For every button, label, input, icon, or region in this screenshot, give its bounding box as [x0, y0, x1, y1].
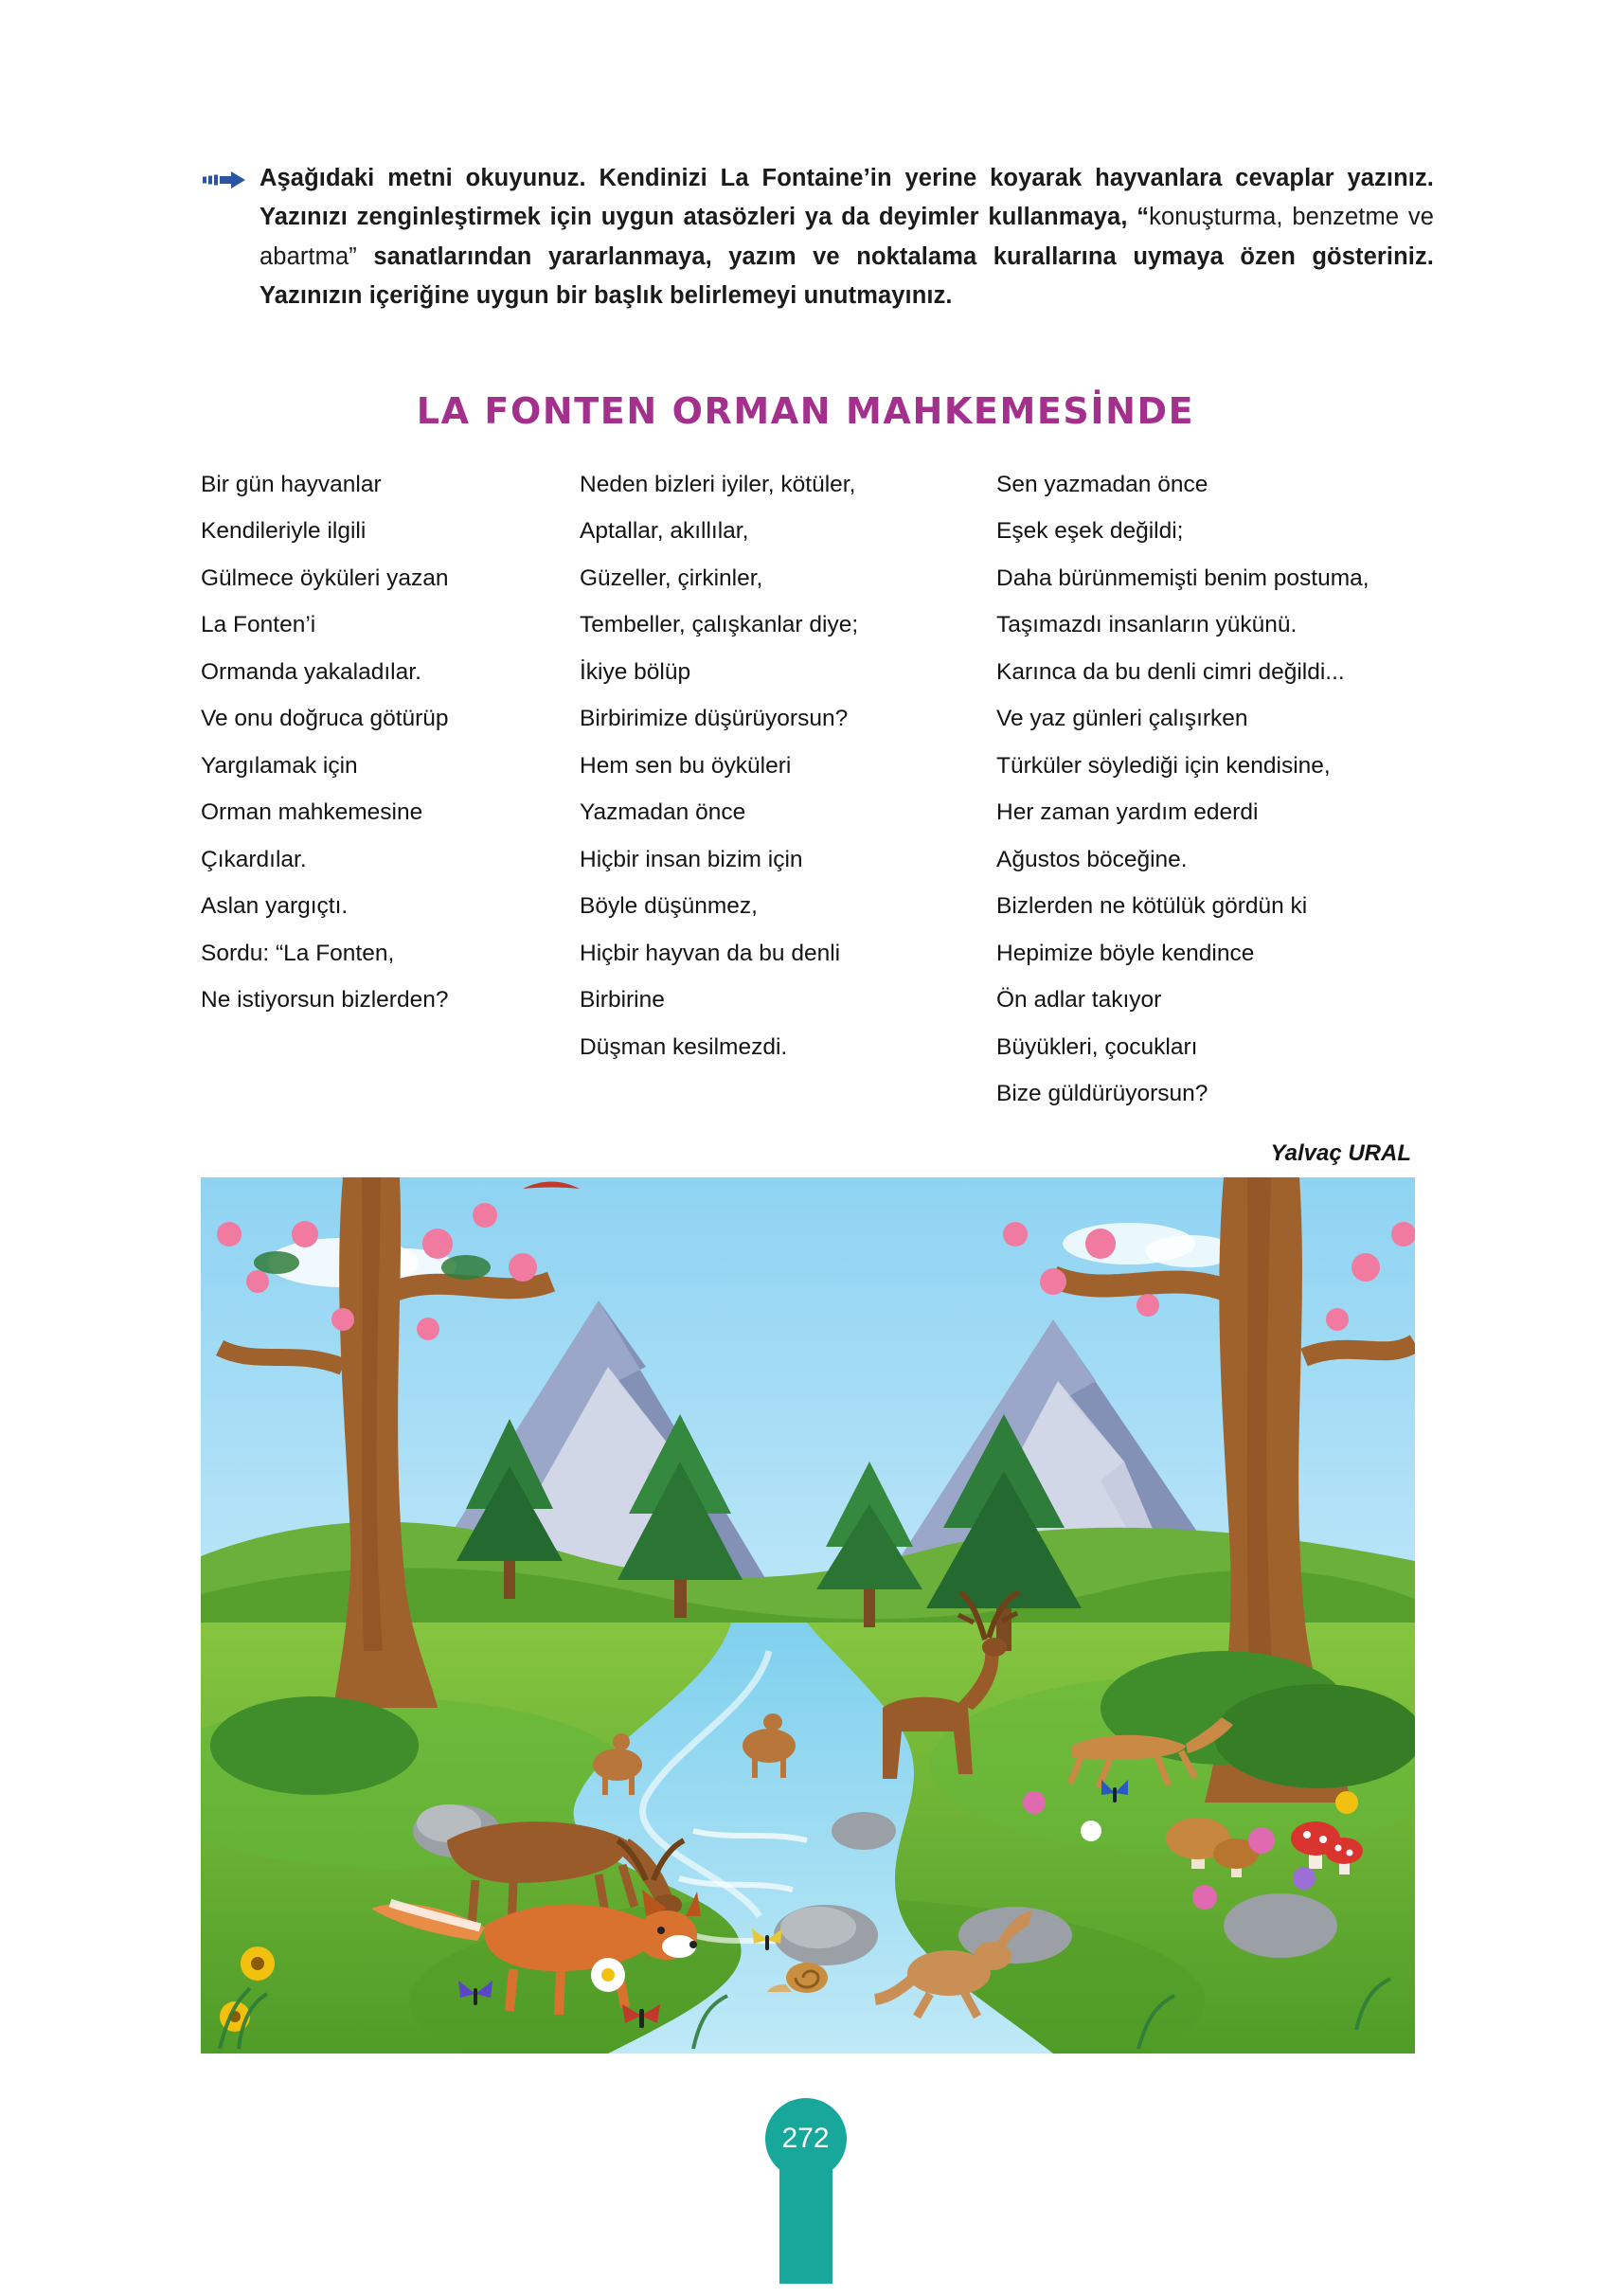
poem-line: Yargılamak için — [201, 752, 358, 779]
poem-line: Aslan yargıçtı. — [201, 893, 349, 920]
page-number-bar — [779, 2170, 832, 2284]
poem-line: Güzeller, çirkinler, — [580, 565, 763, 591]
instruction-seg-3: sanatlarından yararlanmaya, yazım ve noktalama kurallarına uymaya özen gösteriniz. Yazınızın içeriğine uygun bir başlık belirlemeyi unutmayınız. — [260, 242, 1434, 309]
poem-line: Karınca da bu denli cimri değildi... — [996, 658, 1345, 685]
forest-river-scene-illustration — [201, 1177, 1415, 2054]
poem-line: Kendileriyle ilgili — [201, 518, 367, 545]
poem-line: Birbirimize düşürüyorsun? — [580, 706, 849, 732]
poem-body — [201, 461, 1432, 1176]
poem-line: Hem sen bu öyküleri — [580, 752, 792, 779]
instruction-seg-1: Aşağıdaki metni okuyunuz. Kendinizi La Fontaine’in yerine koyarak hayvanlara cevaplar yazınız. Yazınızı zenginleştirmek için uygun atasözleri ya da deyimler kullanmaya, “ — [260, 165, 1434, 231]
poem-line: Ormanda yakaladılar. — [201, 658, 421, 685]
poem-line: Neden bizleri iyiler, kötüler, — [580, 472, 856, 497]
poem-line: Büyükleri, çocukları — [996, 1033, 1198, 1060]
arrow-right-icon — [203, 170, 246, 194]
poem-line: Birbirine — [580, 987, 665, 1013]
poem-line: Hepimize böyle kendince — [996, 940, 1255, 966]
poem-line: Hiçbir insan bizim için — [580, 846, 803, 872]
poem-line: Hiçbir hayvan da bu denli — [580, 940, 841, 966]
poem-line: Eşek eşek değildi; — [996, 518, 1184, 545]
poem-author: Yalvaç URAL — [1270, 1139, 1411, 1166]
poem-line: Yazmadan önce — [580, 799, 746, 826]
poem-line: Ve yaz günleri çalışırken — [996, 706, 1248, 732]
page-number: 272 — [765, 2098, 847, 2179]
poem-line: Aptallar, akıllılar, — [580, 518, 749, 545]
poem-line: Taşımazdı insanların yükünü. — [996, 612, 1298, 638]
instruction-block — [203, 159, 1434, 315]
page-number-tab — [765, 2098, 847, 2284]
poem-line: Bizlerden ne kötülük gördün ki — [996, 893, 1308, 920]
poem-line: La Fonten’i — [201, 612, 316, 638]
poem-line: Sen yazmadan önce — [996, 472, 1208, 497]
poem-line: Çıkardılar. — [201, 846, 307, 872]
poem-line: Düşman kesilmezdi. — [580, 1033, 788, 1060]
poem-line: Bir gün hayvanlar — [201, 472, 382, 497]
poem-column-3 — [996, 461, 1432, 1176]
poem-line: Gülmece öyküleri yazan — [201, 565, 449, 591]
poem-line: Orman mahkemesine — [201, 799, 423, 826]
poem-line: Ağustos böceğine. — [996, 846, 1188, 872]
instruction-text — [260, 159, 1434, 315]
poem-line: Türküler söylediği için kendisine, — [996, 752, 1331, 779]
poem-line: Sordu: “La Fonten, — [201, 940, 395, 966]
poem-line: Ön adlar takıyor — [996, 987, 1162, 1013]
poem-line: Böyle düşünmez, — [580, 893, 758, 920]
poem-column-2 — [580, 461, 996, 1176]
poem-line: Tembeller, çalışkanlar diye; — [580, 612, 859, 638]
poem-line: Daha bürünmemişti benim postuma, — [996, 565, 1369, 591]
poem-column-1 — [201, 461, 580, 1176]
instruction-seg-2: konuşturma, benzetme ve abartma” — [260, 204, 1434, 270]
poem-line: İkiye bölüp — [580, 658, 691, 685]
poem-title: LA FONTEN ORMAN MAHKEMESİNDE — [416, 390, 1195, 432]
poem-line: Her zaman yardım ederdi — [996, 799, 1259, 826]
poem-line: Ve onu doğruca götürüp — [201, 706, 449, 732]
poem-line: Bize güldürüyorsun? — [996, 1081, 1208, 1107]
poem-line: Ne istiyorsun bizlerden? — [201, 987, 449, 1013]
